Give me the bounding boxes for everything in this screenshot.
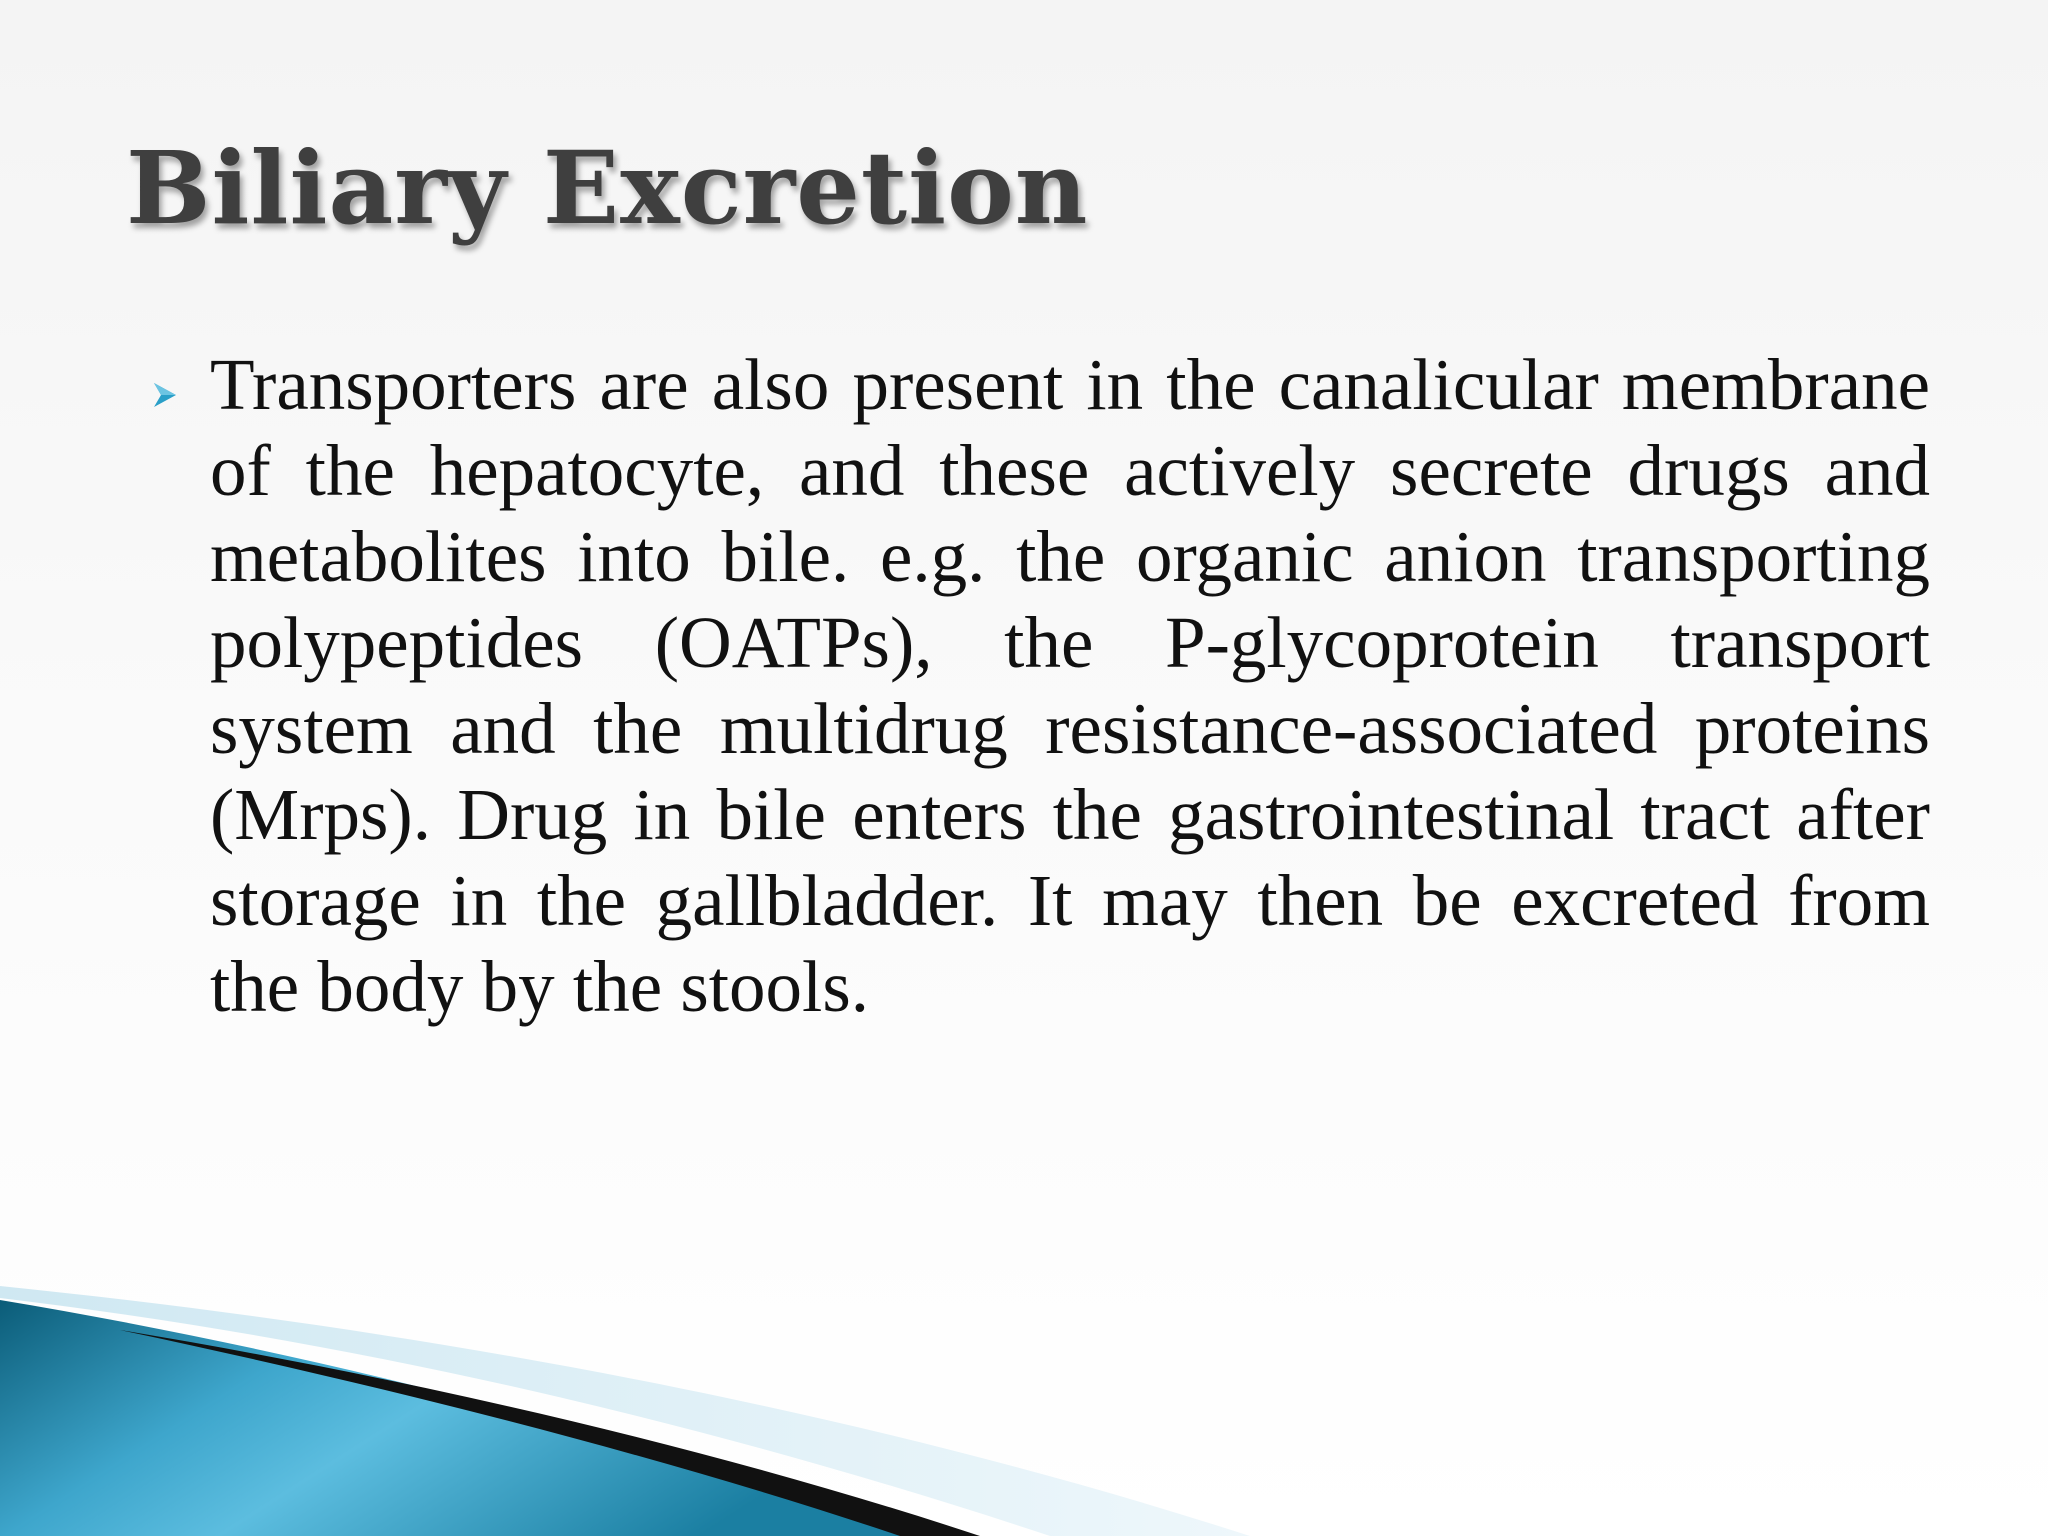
bullet-text: Transporters are also present in the canalicular membrane of the hepatocyte, and these actively secrete drugs and metabolites into bile. e.g. the organic anion transporting polypeptides (OATPs), the P-glycoprotein transport system and the multidrug resistance-associated proteins (Mrps). Drug in bile enters the gastrointestinal tract after storage in the gallbladder. It may then be excreted from the body by the stools. — [210, 344, 1930, 1027]
bullet-item — [150, 342, 1930, 1030]
slide-title: Biliary Excretion — [126, 129, 1089, 247]
slide-body — [150, 342, 1930, 1030]
arrow-bullet-icon — [150, 380, 180, 410]
swoosh-blue-band — [0, 1300, 920, 1536]
swoosh-highlight — [0, 1286, 1250, 1536]
swoosh-dark-stroke — [120, 1330, 980, 1536]
